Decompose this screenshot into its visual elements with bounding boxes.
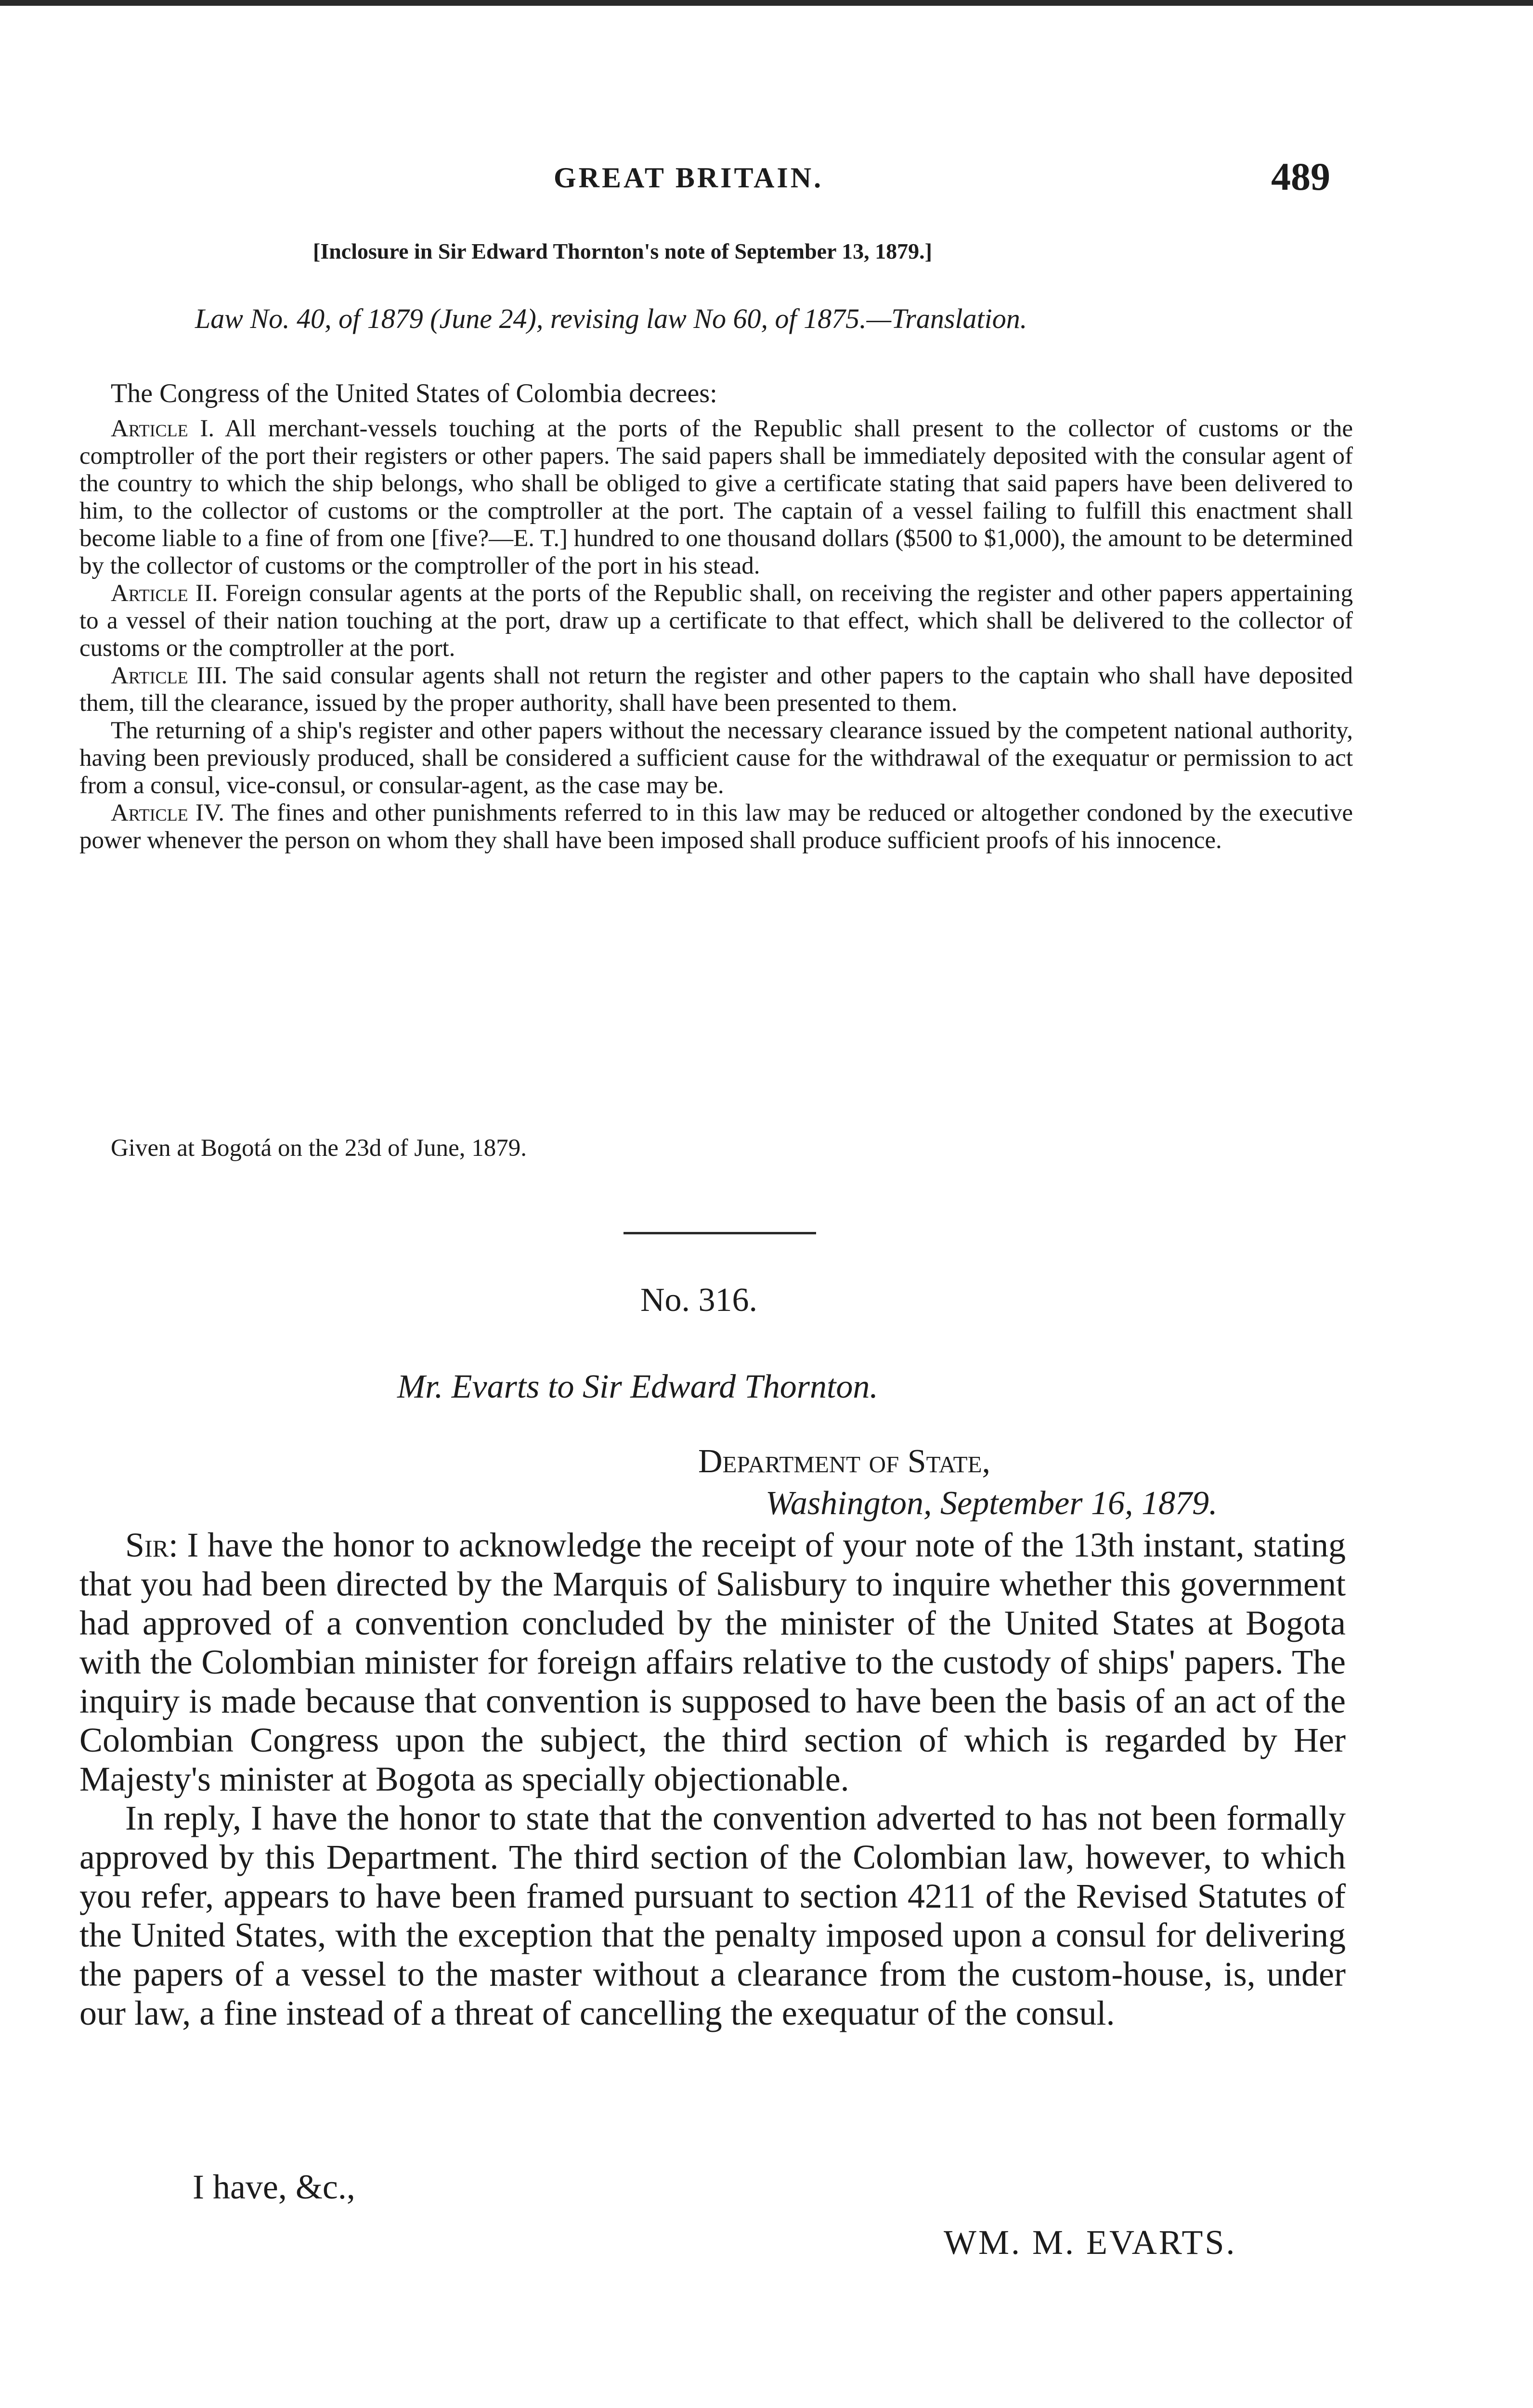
article-text: Foreign consular agents at the ports of the Republic shall, on receiving the register and other papers appertaining to a vessel of their nation touching at the port, draw up a certificate to that effect, which shall be delivered to the collector of customs or the comptroller at the port. [79,580,1353,662]
letter-body [79,1526,1346,2033]
article-label: Article IV. [111,799,224,826]
letter-paragraph [79,1526,1346,1799]
letter-text: In reply, I have the honor to state that the convention adverted to has not been formally approved by this Department. The third section of the Colombian law, however, to which you refer, appears to have been framed pursuant to section 4211 of the Revised Statutes of the United States, with the exception that the penalty imposed upon a consul for delivering the papers of a vessel to the master without a clearance from the custom-house, is, under our law, a fine instead of a threat of cancelling the exequatur of the consul. [79,1799,1346,2032]
salutation: Sir: [125,1526,179,1564]
law-title: Law No. 40, of 1879 (June 24), revising law No 60, of 1875.—Translation. [195,303,1027,334]
document-number: No. 316. [640,1282,758,1319]
article-paragraph [79,662,1353,717]
article-paragraph [79,580,1353,662]
article-paragraph [79,717,1353,799]
document-heading: Mr. Evarts to Sir Edward Thornton. [397,1368,878,1405]
dateline-place-text: Washington, September 16, 1879. [766,1485,1218,1522]
page-number: 489 [1271,155,1330,198]
letter-paragraph [79,1799,1346,2033]
article-text: The fines and other punishments referred to in this law may be reduced or altogether condoned by the executive power whenever the person on whom they shall have been imposed shall produce sufficient proofs of his innocence. [79,799,1353,854]
article-label: Article III. [111,662,228,689]
closing-line: I have, &c., [193,2168,355,2206]
article-text: The returning of a ship's register and other papers without the necessary clearance issued by the competent national authority, having been previously produced, shall be considered a sufficient cause for the withdrawal of the exequatur or permission to act from a consul, vice-consul, or consular-agent, as the case may be. [79,717,1353,799]
decree-intro: The Congress of the United States of Colombia decrees: [111,379,717,408]
article-paragraph [79,799,1353,854]
running-header-title: GREAT BRITAIN. [554,162,824,194]
article-label: Article II. [111,580,218,607]
article-text: All merchant-vessels touching at the ports of the Republic shall present to the collector of customs or the comptroller of the port their registers or other papers. The said papers shall be immediately deposited with the consular agent of the country to which the ship belongs, who shall be obliged to give a certificate stating that said papers have been delivered to him, to the collector of customs or the comptroller at the port. The captain of a vessel failing to fulfill this enactment shall become liable to a fine of from one [five?—E. T.] hundred to one thousand dollars ($500 to $1,000), the amount to be determined by the collector of customs or the comptroller of the port in his stead. [79,415,1353,579]
dateline-department: Department of State, [698,1443,991,1480]
top-border-rule [0,0,1533,6]
article-paragraph [79,415,1353,580]
dateline-place [766,1484,1217,1523]
law-articles [79,415,1353,854]
article-label: Article I. [111,415,215,442]
given-line: Given at Bogotá on the 23d of June, 1879. [111,1135,527,1162]
section-divider [624,1232,816,1234]
article-text: The said consular agents shall not return the register and other papers to the captain who shall have deposited them, till the clearance, issued by the proper authority, shall have been presented to them. [79,662,1353,717]
letter-text: I have the honor to acknowledge the receipt of your note of the 13th instant, stating that you had been directed by the Marquis of Salisbury to inquire whether this government had approved of a convention concluded by the minister of the United States at Bogota with the Colombian minister for foreign affairs relative to the custody of ships' papers. The inquiry is made because that convention is supposed to have been the basis of an act of the Colombian Congress upon the subject, the third section of which is regarded by Her Majesty's minister at Bogota as specially objectionable. [79,1526,1346,1798]
inclosure-note: [Inclosure in Sir Edward Thornton's note of September 13, 1879.] [313,239,932,263]
signature: WM. M. EVARTS. [944,2223,1237,2262]
